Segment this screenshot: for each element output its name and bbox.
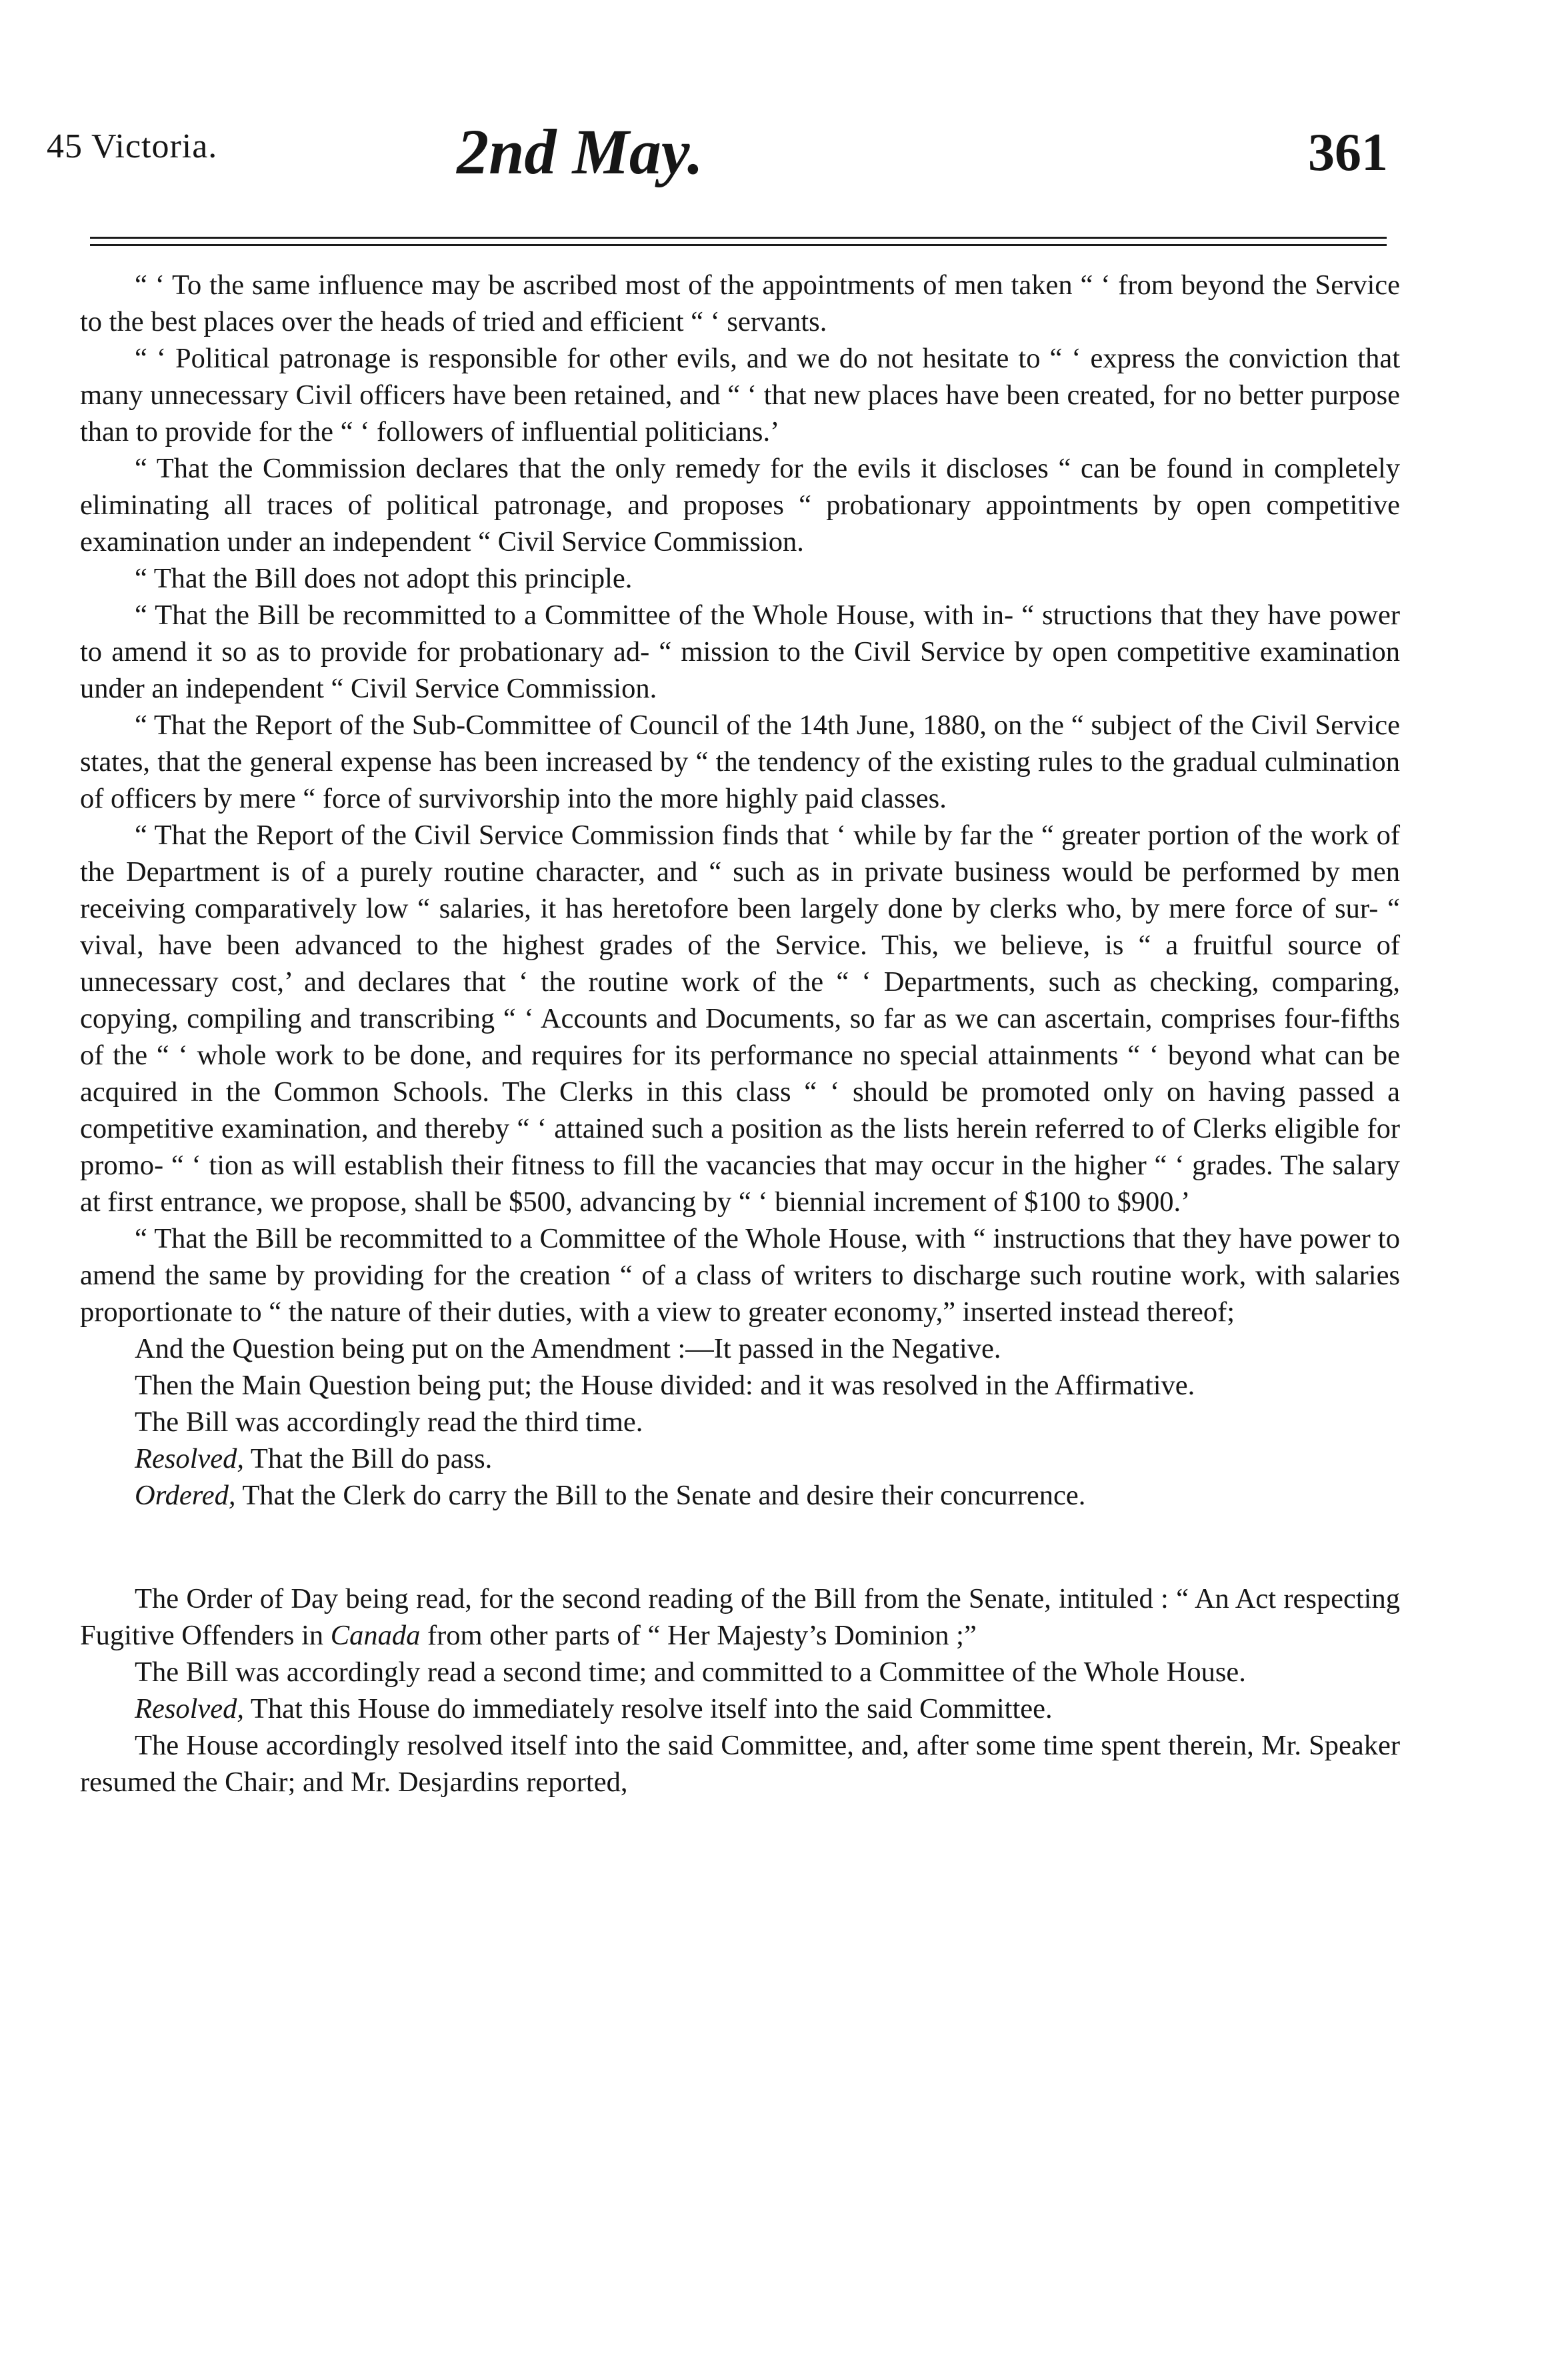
ordered-text: That the Clerk do carry the Bill to the Senate and desire their concurrence. [235, 1480, 1086, 1511]
amendment-paragraph: “ ‘ Political patronage is responsible for other evils, and we do not hesitate to “ ‘ express the conviction that many unnecessary Civil officers have been retained, and “ ‘ that new places have been created, for no better purpose than to provide for the “ ‘ followers of influential politicians.’ [80, 343, 1400, 447]
order-of-day [80, 1580, 1400, 1654]
amendment-paragraph: “ That the Report of the Civil Service Commission finds that ‘ while by far the “ greater portion of the work of the Department is of a purely routine character, and “ such as in private business would be performed by men receiving comparatively low “ salaries, it has heretofore been largely done by clerks who, by mere force of sur- “ vival, have been advanced to the highest grades of the Service. This, we believe, is “ a fruitful source of unnecessary cost,’ and declares that ‘ the routine work of the “ ‘ Departments, such as checking, comparing, copying, compiling and transcribing “ ‘ Accounts and Documents, so far as we can ascertain, comprises four-fifths of the “ ‘ whole work to be done, and requires for its performance no special attainments “ ‘ beyond what can be acquired in the Common Schools. The Clerks in this class “ ‘ should be promoted only on having passed a competitive examination, and thereby “ ‘ attained such a position as the lists herein referred to of Clerks eligible for promo- “ ‘ tion as will establish their fitness to fill the vacancies that may occur in the higher “ ‘ grades. The salary at first entrance, we propose, shall be $500, advancing by “ ‘ biennial increment of $100 to $900.’ [80, 820, 1400, 1218]
place-name: Canada [330, 1620, 421, 1651]
resolved-label: Resolved, [135, 1693, 245, 1724]
section-gap [80, 1514, 1400, 1580]
order-text: The Order of Day being read, for the second reading of the Bill from the Senate, intituled : “ An Act respecting Fugitive Offenders in [80, 1583, 1400, 1651]
amendment-negatived: And the Question being put on the Amendment :—It passed in the Negative. [135, 1333, 1001, 1364]
second-reading: The Bill was accordingly read a second time; and committed to a Committee of the Whole House. [135, 1656, 1246, 1688]
committee-report: The House accordingly resolved itself into the said Committee, and, after some time spent therein, Mr. Speaker resumed the Chair; and Mr. Desjardins reported, [80, 1730, 1400, 1798]
resolved-committee [80, 1690, 1400, 1727]
amendment-paragraph: “ That the Bill be recommitted to a Committee of the Whole House, with in- “ structions that they have power to amend it so as to provide for probationary ad- “ mission to the Civil Service by open competitive examination under an independent “ Civil Service Commission. [80, 600, 1400, 704]
regnal-year: 45 Victoria. [47, 127, 218, 165]
amendment-paragraph: “ That the Report of the Sub-Committee of Council of the 14th June, 1880, on the “ subject of the Civil Service states, that the general expense has been increased by “ the tendency of the existing rules to the gradual culmination of officers by mere “ force of survivorship into the more highly paid classes. [80, 710, 1400, 814]
order-text-end: from other parts of “ Her Majesty’s Dominion ;” [420, 1620, 977, 1651]
page-body [80, 267, 1400, 1801]
resolved-text: That the Bill do pass. [244, 1443, 493, 1474]
ordered-senate [80, 1477, 1400, 1514]
resolved-text: That this House do immediately resolve itself into the said Committee. [244, 1693, 1053, 1724]
amendment-paragraph: “ That the Bill be recommitted to a Committee of the Whole House, with “ instructions that they have power to amend the same by providing for the creation “ of a class of writers to discharge such routine work, with salaries proportionate to “ the nature of their duties, with a view to greater economy,” inserted instead thereof; [80, 1223, 1400, 1328]
resolved-label: Resolved, [135, 1443, 245, 1474]
ordered-label: Ordered, [135, 1480, 236, 1511]
amendment-paragraph: “ That the Commission declares that the only remedy for the evils it discloses “ can be found in completely eliminating all traces of political patronage, and proposes “ probationary appointments by open competitive examination under an independent “ Civil Service Commission. [80, 453, 1400, 557]
page-header [0, 116, 1568, 200]
third-reading: The Bill was accordingly read the third time. [135, 1406, 643, 1438]
header-rule-top [90, 237, 1387, 239]
resolved-pass [80, 1440, 1400, 1477]
page-date: 2nd May. [457, 116, 703, 187]
header-rule-bottom [90, 244, 1387, 246]
amendment-paragraph: “ That the Bill does not adopt this principle. [135, 563, 633, 594]
main-question: Then the Main Question being put; the House divided: and it was resolved in the Affirmative. [135, 1370, 1195, 1401]
amendment-paragraph: “ ‘ To the same influence may be ascribed most of the appointments of men taken “ ‘ from beyond the Service to the best places over the heads of tried and efficient “ ‘ servants. [80, 269, 1400, 337]
page-number: 361 [1308, 123, 1388, 182]
